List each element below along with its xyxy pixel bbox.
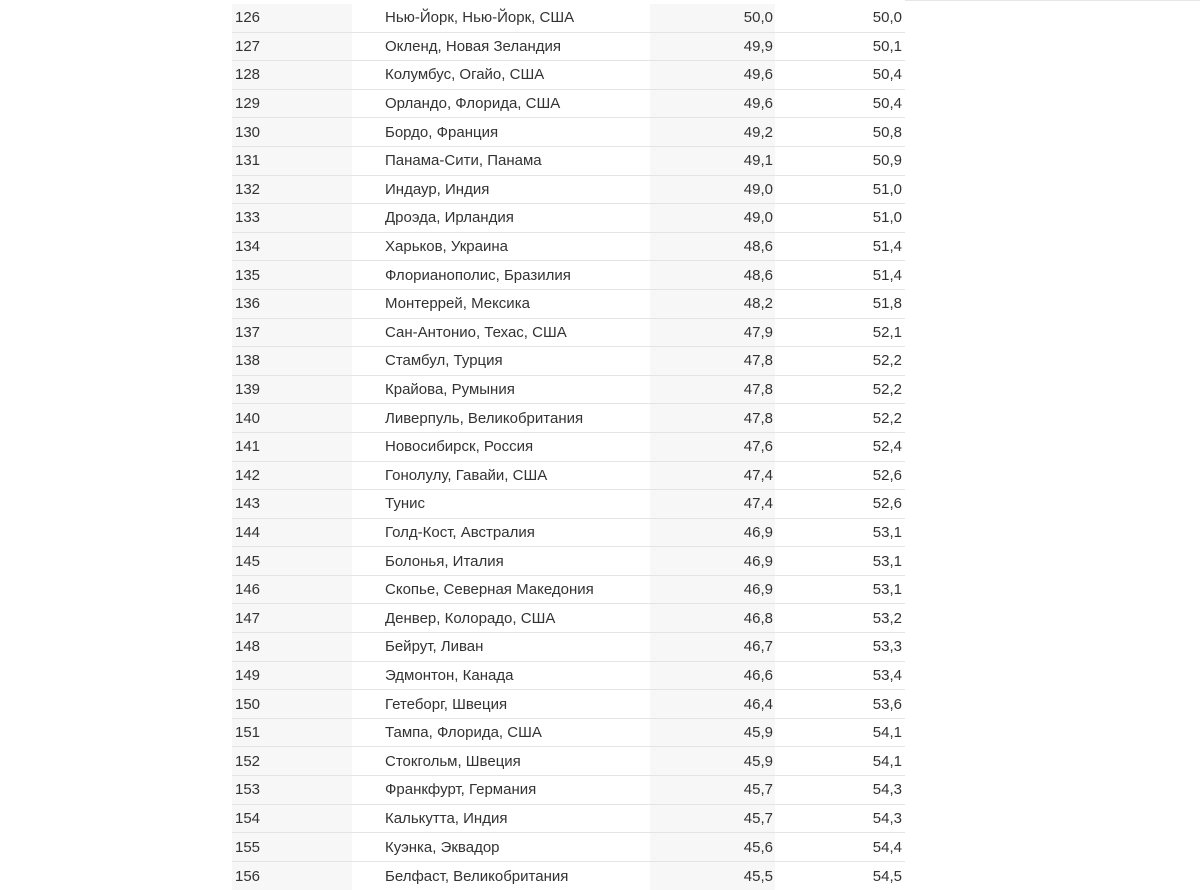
city-ranking-table: [232, 4, 905, 890]
inverse-score-cell: 51,0: [872, 209, 902, 227]
rank-cell: 130: [232, 118, 352, 146]
table-row: [232, 519, 905, 548]
city-cell: Дроэда, Ирландия: [385, 209, 514, 227]
city-cell: Окленд, Новая Зеландия: [385, 37, 562, 55]
table-row: [232, 805, 905, 834]
table-row: [232, 376, 905, 405]
city-cell: Эдмонтон, Канада: [385, 666, 514, 684]
rank-cell: 142: [232, 462, 352, 490]
score-cell: 47,8: [650, 404, 775, 432]
inverse-score-cell: 54,1: [872, 724, 902, 742]
table-row: [232, 147, 905, 176]
table-row: [232, 290, 905, 319]
table-row: [232, 576, 905, 605]
score-cell: 47,8: [650, 376, 775, 404]
table-row: [232, 547, 905, 576]
city-cell: Нью-Йорк, Нью-Йорк, США: [385, 9, 575, 27]
rank-cell: 128: [232, 61, 352, 89]
inverse-score-cell: 50,1: [872, 37, 902, 55]
inverse-score-cell: 53,4: [872, 666, 902, 684]
rank-cell: 154: [232, 805, 352, 833]
city-cell: Тампа, Флорида, США: [385, 724, 542, 742]
inverse-score-cell: 50,4: [872, 95, 902, 113]
score-cell: 48,2: [650, 290, 775, 318]
top-divider: [905, 0, 1200, 1]
inverse-score-cell: 50,0: [872, 9, 902, 27]
city-cell: Стокгольм, Швеция: [385, 752, 521, 770]
rank-cell: 139: [232, 376, 352, 404]
table-row: [232, 4, 905, 33]
city-cell: Франкфурт, Германия: [385, 781, 537, 799]
rank-cell: 136: [232, 290, 352, 318]
city-cell: Ливерпуль, Великобритания: [385, 409, 584, 427]
rank-cell: 133: [232, 204, 352, 232]
score-cell: 47,9: [650, 319, 775, 347]
rank-cell: 155: [232, 833, 352, 861]
score-cell: 48,6: [650, 261, 775, 289]
rank-cell: 135: [232, 261, 352, 289]
rank-cell: 146: [232, 576, 352, 604]
rank-cell: 149: [232, 662, 352, 690]
score-cell: 47,8: [650, 347, 775, 375]
city-cell: Орландо, Флорида, США: [385, 95, 561, 113]
rank-cell: 147: [232, 604, 352, 632]
score-cell: 49,6: [650, 61, 775, 89]
table-row: [232, 204, 905, 233]
score-cell: 46,8: [650, 604, 775, 632]
score-cell: 49,0: [650, 176, 775, 204]
city-cell: Бордо, Франция: [385, 123, 499, 141]
city-cell: Флорианополис, Бразилия: [385, 266, 571, 284]
inverse-score-cell: 53,3: [872, 638, 902, 656]
rank-cell: 126: [232, 4, 352, 32]
inverse-score-cell: 51,4: [872, 266, 902, 284]
table-row: [232, 176, 905, 205]
table-row: [232, 833, 905, 862]
table-row: [232, 433, 905, 462]
table-row: [232, 61, 905, 90]
city-cell: Скопье, Северная Македония: [385, 581, 594, 599]
city-cell: Калькутта, Индия: [385, 809, 508, 827]
table-row: [232, 490, 905, 519]
city-cell: Куэнка, Эквадор: [385, 838, 500, 856]
score-cell: 49,0: [650, 204, 775, 232]
inverse-score-cell: 54,4: [872, 838, 902, 856]
city-cell: Монтеррей, Мексика: [385, 295, 530, 313]
inverse-score-cell: 53,2: [872, 609, 902, 627]
city-cell: Голд-Кост, Австралия: [385, 523, 535, 541]
inverse-score-cell: 50,4: [872, 66, 902, 84]
city-cell: Сан-Антонио, Техас, США: [385, 323, 567, 341]
inverse-score-cell: 53,1: [872, 523, 902, 541]
score-cell: 46,6: [650, 662, 775, 690]
table-row: [232, 690, 905, 719]
table-row: [232, 404, 905, 433]
inverse-score-cell: 53,1: [872, 581, 902, 599]
rank-cell: 151: [232, 719, 352, 747]
city-cell: Стамбул, Турция: [385, 352, 503, 370]
score-cell: 47,4: [650, 490, 775, 518]
rank-cell: 137: [232, 319, 352, 347]
city-cell: Тунис: [385, 495, 425, 513]
inverse-score-cell: 50,9: [872, 152, 902, 170]
score-cell: 46,4: [650, 690, 775, 718]
city-cell: Болонья, Италия: [385, 552, 504, 570]
rank-cell: 144: [232, 519, 352, 547]
rank-cell: 143: [232, 490, 352, 518]
city-cell: Харьков, Украина: [385, 238, 508, 256]
score-cell: 45,9: [650, 747, 775, 775]
rank-cell: 131: [232, 147, 352, 175]
score-cell: 45,6: [650, 833, 775, 861]
rank-cell: 132: [232, 176, 352, 204]
table-row: [232, 33, 905, 62]
inverse-score-cell: 52,4: [872, 438, 902, 456]
rank-cell: 152: [232, 747, 352, 775]
score-cell: 46,9: [650, 576, 775, 604]
inverse-score-cell: 50,8: [872, 123, 902, 141]
rank-cell: 138: [232, 347, 352, 375]
rank-cell: 140: [232, 404, 352, 432]
rank-cell: 127: [232, 33, 352, 61]
inverse-score-cell: 54,3: [872, 809, 902, 827]
table-row: [232, 662, 905, 691]
score-cell: 45,5: [650, 862, 775, 890]
rank-cell: 153: [232, 776, 352, 804]
score-cell: 46,9: [650, 519, 775, 547]
score-cell: 47,6: [650, 433, 775, 461]
score-cell: 46,7: [650, 633, 775, 661]
inverse-score-cell: 53,6: [872, 695, 902, 713]
table-row: [232, 347, 905, 376]
score-cell: 49,2: [650, 118, 775, 146]
city-cell: Крайова, Румыния: [385, 381, 515, 399]
table-row: [232, 319, 905, 348]
inverse-score-cell: 52,1: [872, 323, 902, 341]
inverse-score-cell: 52,2: [872, 381, 902, 399]
city-cell: Гонолулу, Гавайи, США: [385, 466, 548, 484]
table-row: [232, 90, 905, 119]
inverse-score-cell: 52,6: [872, 495, 902, 513]
rank-cell: 134: [232, 233, 352, 261]
city-cell: Индаур, Индия: [385, 180, 490, 198]
inverse-score-cell: 52,6: [872, 466, 902, 484]
score-cell: 49,6: [650, 90, 775, 118]
score-cell: 49,9: [650, 33, 775, 61]
city-cell: Денвер, Колорадо, США: [385, 609, 556, 627]
rank-cell: 145: [232, 547, 352, 575]
rank-cell: 148: [232, 633, 352, 661]
score-cell: 45,9: [650, 719, 775, 747]
city-cell: Белфаст, Великобритания: [385, 867, 569, 885]
inverse-score-cell: 51,0: [872, 180, 902, 198]
inverse-score-cell: 54,5: [872, 867, 902, 885]
inverse-score-cell: 52,2: [872, 352, 902, 370]
rank-cell: 129: [232, 90, 352, 118]
table-row: [232, 233, 905, 262]
city-cell: Бейрут, Ливан: [385, 638, 484, 656]
table-row: [232, 747, 905, 776]
score-cell: 45,7: [650, 776, 775, 804]
table-row: [232, 462, 905, 491]
city-cell: Гетеборг, Швеция: [385, 695, 508, 713]
table-row: [232, 604, 905, 633]
city-cell: Новосибирск, Россия: [385, 438, 534, 456]
score-cell: 45,7: [650, 805, 775, 833]
table-row: [232, 776, 905, 805]
city-cell: Панама-Сити, Панама: [385, 152, 542, 170]
rank-cell: 150: [232, 690, 352, 718]
score-cell: 46,9: [650, 547, 775, 575]
score-cell: 50,0: [650, 4, 775, 32]
inverse-score-cell: 54,1: [872, 752, 902, 770]
table-row: [232, 862, 905, 890]
score-cell: 48,6: [650, 233, 775, 261]
rank-cell: 141: [232, 433, 352, 461]
inverse-score-cell: 51,8: [872, 295, 902, 313]
inverse-score-cell: 51,4: [872, 238, 902, 256]
city-cell: Колумбус, Огайо, США: [385, 66, 545, 84]
rank-cell: 156: [232, 862, 352, 890]
table-row: [232, 118, 905, 147]
score-cell: 49,1: [650, 147, 775, 175]
inverse-score-cell: 54,3: [872, 781, 902, 799]
table-row: [232, 261, 905, 290]
table-row: [232, 719, 905, 748]
inverse-score-cell: 52,2: [872, 409, 902, 427]
inverse-score-cell: 53,1: [872, 552, 902, 570]
score-cell: 47,4: [650, 462, 775, 490]
table-row: [232, 633, 905, 662]
